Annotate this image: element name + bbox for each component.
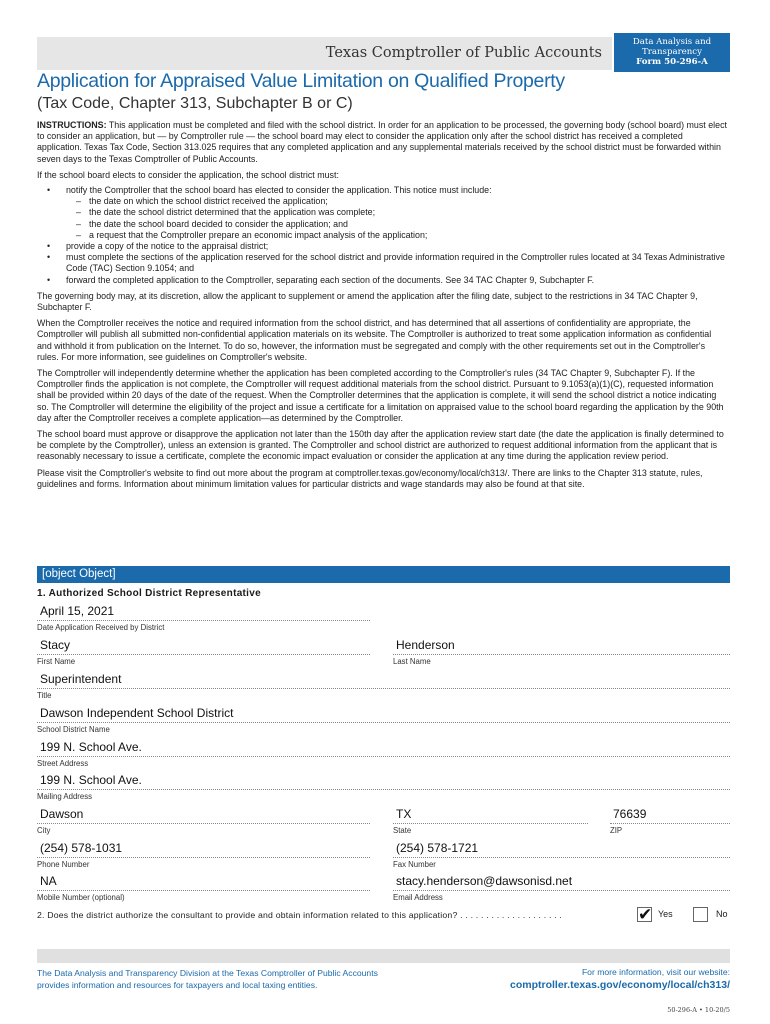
field-line <box>37 823 370 824</box>
header-bar <box>37 37 612 70</box>
section1-header: [object Object] <box>37 566 730 583</box>
fax-input[interactable]: (254) 578-1721 <box>396 841 479 855</box>
instructions-p3: The governing body may, at its discretion, allow the applicant to supplement or amend the application after the filing date, subject to the restrictions in 34 TAC Chapter 9, Subchapter F. <box>37 290 698 313</box>
mailing-address-label: Mailing Address <box>37 792 93 801</box>
list-item: • forward the completed application to the Comptroller, separating each section of the documents. See 34 TAC Chapter 9, Subchapter F. <box>66 275 727 286</box>
instructions-p1: INSTRUCTIONS: This application must be completed and filed with the school district. In order for an application to be processed, the governing body (school board) must elect to consider an application, but — by Comptroller rule — the school board may elect to consider the application only after the school district has received a completed application. Texas Tax Code, Section 313.025 requires that any completed application and any supplemental materials received by the school district must be forwarded within seven days to the Texas Comptroller of Public Accounts. <box>37 120 727 164</box>
instructions-p7: Please visit the Comptroller's website to find out more about the program at comptroller.texas.gov/economy/local/ch313/. There are links to the Chapter 313 statute, rules, guidelines and forms. Information about minimum limitation values for particular districts and wage standards may also be found at that site. <box>37 467 703 489</box>
yes-label: Yes <box>658 909 673 919</box>
state-label: State <box>393 826 412 835</box>
footer-bar <box>37 949 730 963</box>
instructions-p4: When the Comptroller receives the notice and required information from the school district, and has determined that all assertions of confidentiality are appropriate, the Comptroller will publish all submitted non-confidential application materials on its website. The Comptroller is authorized to treat some application information as confidential and withhold it from publication on the Internet. To do so, however, the information must be segregated and comply with the other requirements set out in the Comptroller's rules. For more information, see guidelines on Comptroller's website. <box>37 318 712 362</box>
field-line <box>37 620 370 621</box>
phone-label: Phone Number <box>37 860 90 869</box>
instructions <box>37 120 727 490</box>
field-line <box>37 688 730 689</box>
street-address-input[interactable]: 199 N. School Ave. <box>40 740 142 754</box>
mobile-label: Mobile Number (optional) <box>37 893 125 902</box>
field-line <box>393 890 730 891</box>
notice-sub-list <box>66 196 727 241</box>
form-number: 50-296-A • 10-20/5 <box>667 1006 730 1014</box>
field-line <box>393 857 730 858</box>
page-title: Application for Appraised Value Limitation on Qualified Property <box>37 70 565 92</box>
footer-about <box>37 967 378 991</box>
field-line <box>37 857 370 858</box>
district-name-input[interactable]: Dawson Independent School District <box>40 706 234 720</box>
page-subtitle: (Tax Code, Chapter 313, Subchapter B or C) <box>37 95 353 112</box>
website-link[interactable]: comptroller.texas.gov/economy/local/ch313/ <box>509 979 730 991</box>
city-input[interactable]: Dawson <box>40 807 84 821</box>
yes-checkbox[interactable] <box>637 907 652 922</box>
zip-input[interactable]: 76639 <box>613 807 647 821</box>
date-received-label: Date Application Received by District <box>37 623 165 632</box>
mobile-input[interactable]: NA <box>40 874 57 888</box>
field-line <box>610 823 730 824</box>
form-id-box <box>614 33 730 72</box>
field-line <box>37 722 730 723</box>
question-2: 2. Does the district authorize the consultant to provide and obtain information related to this application? . . . . . . . . . . . . . . . . . . . . <box>37 910 563 920</box>
instructions-p6: The school board must approve or disapprove the application not later than the 150th day after the application review start date (the date the application is finally determined to be complete by the Comptroller), unless an extension is granted. The Comptroller and school district are authorized to request additional information from the applicant that is reasonably necessary to issue a certificate, complete the economic impact evaluation or consider the application at any time during the application review period. <box>37 429 724 462</box>
list-item: – the date on which the school district received the application; <box>76 196 727 207</box>
email-input[interactable]: stacy.henderson@dawsonisd.net <box>396 874 573 888</box>
list-item: • notify the Comptroller that the school board has elected to consider the application. This notice must include: – the date on which the school district received the application; – the date the school district determined that the application was complete; – the date the school board decided to consider the application; and – a request that the Comptroller prepare an economic impact analysis of the application; <box>66 185 727 241</box>
last-name-label: Last Name <box>393 657 431 666</box>
list-item: – a request that the Comptroller prepare an economic impact analysis of the application; <box>76 230 727 241</box>
mailing-address-input[interactable]: 199 N. School Ave. <box>40 773 142 787</box>
field-line <box>393 654 730 655</box>
state-input[interactable]: TX <box>396 807 412 821</box>
street-address-label: Street Address <box>37 759 89 768</box>
field-line <box>393 823 588 824</box>
list-item: • must complete the sections of the application reserved for the school district and provide information required in the Comptroller rules located at 34 Texas Administrative Code (TAC) Section 9.1054; and <box>66 252 727 274</box>
phone-input[interactable]: (254) 578-1031 <box>40 841 123 855</box>
zip-label: ZIP <box>610 826 623 835</box>
title-label: Title <box>37 691 52 700</box>
instructions-p2: If the school board elects to consider the application, the school district must: <box>37 169 339 180</box>
form-label: Form 50-296-A <box>636 57 708 67</box>
last-name-input[interactable]: Henderson <box>396 638 455 652</box>
no-checkbox[interactable] <box>693 907 708 922</box>
date-received-input[interactable]: April 15, 2021 <box>40 604 115 618</box>
division-line1: Data Analysis and <box>632 37 712 47</box>
first-name-input[interactable]: Stacy <box>40 638 71 652</box>
title-input[interactable]: Superintendent <box>40 672 122 686</box>
list-item: – the date the school board decided to consider the application; and <box>76 219 727 230</box>
footer-about-line2: provides information and resources for taxpayers and local taxing entities. <box>37 980 318 990</box>
division-line2: Transparency <box>642 47 702 57</box>
field-line <box>37 789 730 790</box>
checkmark-icon: ✔ <box>638 905 653 924</box>
field-line <box>37 654 370 655</box>
question-1: 1. Authorized School District Representative <box>37 588 261 599</box>
email-label: Email Address <box>393 893 443 902</box>
agency-name: Texas Comptroller of Public Accounts <box>325 45 602 61</box>
instructions-p5: The Comptroller will independently determine whether the application has been completed according to the Comptroller's rules (34 TAC Chapter 9, Subchapter F). If the Comptroller finds the application is not complete, the Comptroller will request additional materials from the school district. Pursuant to 9.1053(a)(1)(C), requested information shall be provided within 20 days of the date of the request. When the Comptroller determines that the application is complete, it will send the school district a notice indicating so. The Comptroller will determine the eligibility of the project and issue a certificate for a limitation on appraised value to the school board regarding the application by the 90th day after the Comptroller receives a complete application—as determined by the Comptroller. <box>37 368 724 423</box>
footer-website-label: For more information, visit our website: <box>581 967 730 977</box>
first-name-label: First Name <box>37 657 76 666</box>
no-label: No <box>716 909 728 919</box>
district-duties-list <box>37 185 727 286</box>
fax-label: Fax Number <box>393 860 436 869</box>
district-name-label: School District Name <box>37 725 110 734</box>
field-line <box>37 890 370 891</box>
city-label: City <box>37 826 51 835</box>
list-item: • provide a copy of the notice to the appraisal district; <box>66 241 727 252</box>
list-item: – the date the school district determined that the application was complete; <box>76 207 727 218</box>
footer-website <box>510 967 730 991</box>
footer-about-line1: The Data Analysis and Transparency Division at the Texas Comptroller of Public Accounts <box>37 968 378 978</box>
field-line <box>37 756 730 757</box>
